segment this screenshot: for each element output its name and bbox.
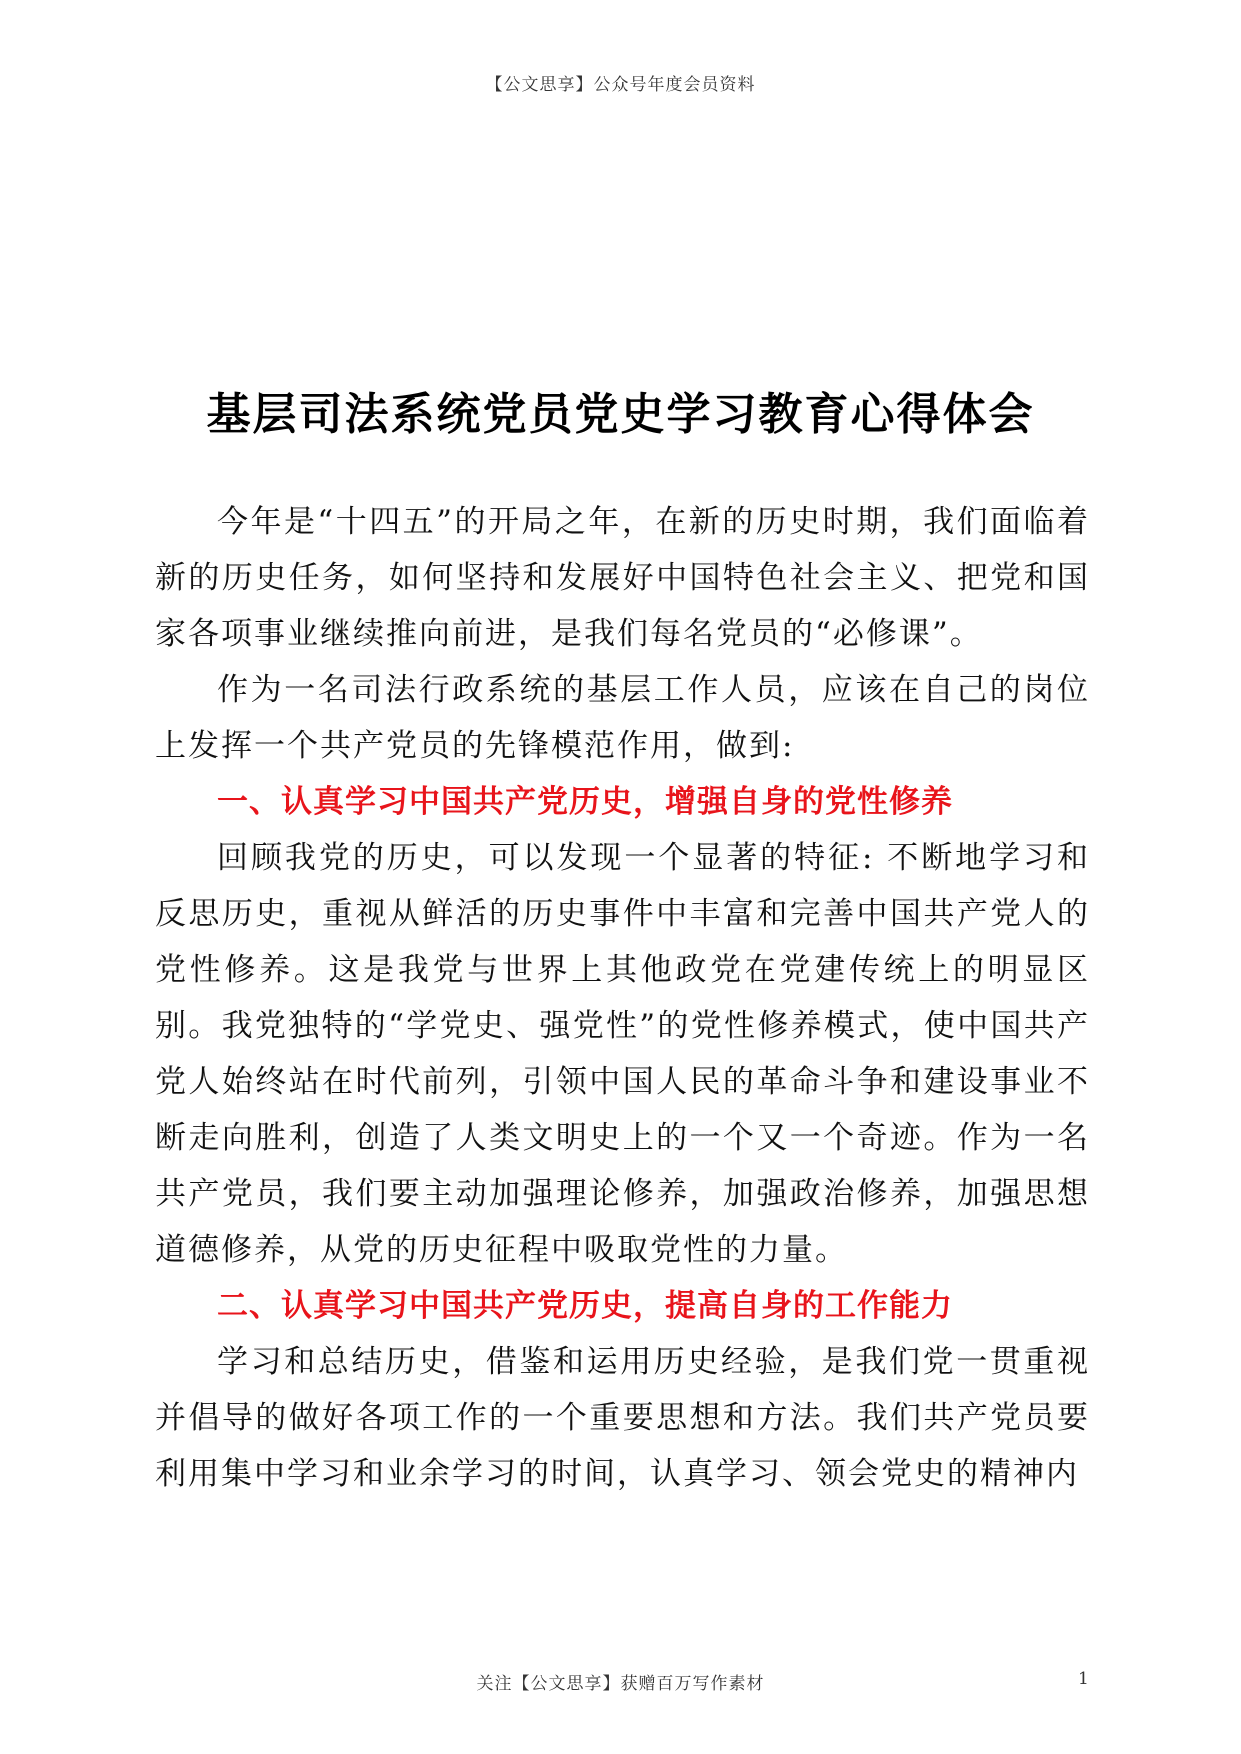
- document-title: 基层司法系统党员党史学习教育心得体会: [206, 389, 1035, 440]
- paragraph-role: 作为一名司法行政系统的基层工作人员，应该在自己的岗位上发挥一个共产党员的先锋模范作用，做到:: [155, 672, 1090, 764]
- section-paragraph-1: 回顾我党的历史，可以发现一个显著的特征: 不断地学习和反思历史，重视从鲜活的历史事件中丰富和完善中国共产党人的党性修养。这是我党与世界上其他政党在党建传统上的明显区别。我党独特的“学党史、强党性”的党性修养模式，使中国共产党人始终站在时代前列，引领中国人民的革命斗争和建设事业不断走向胜利，创造了人类文明史上的一个又一个奇迹。作为一名共产党员，我们要主动加强理论修养，加强政治修养，加强思想道德修养，从党的历史征程中吸取党性的力量。: [155, 840, 1090, 1268]
- page-header: 【公文思享】公众号年度会员资料: [485, 75, 756, 95]
- section-heading-1: 一、认真学习中国共产党历史，增强自身的党性修养: [217, 784, 953, 820]
- page-number: 1: [1078, 1669, 1089, 1689]
- document-body: [155, 494, 1090, 1502]
- paragraph-intro: 今年是“十四五”的开局之年，在新的历史时期，我们面临着新的历史任务，如何坚持和发展好中国特色社会主义、把党和国家各项事业继续推向前进，是我们每名党员的“必修课”。: [155, 504, 1090, 652]
- section-paragraph-2: 学习和总结历史，借鉴和运用历史经验，是我们党一贯重视并倡导的做好各项工作的一个重要思想和方法。我们共产党员要利用集中学习和业余学习的时间，认真学习、领会党史的精神内: [155, 1344, 1090, 1492]
- section-heading-2: 二、认真学习中国共产党历史，提高自身的工作能力: [217, 1288, 953, 1324]
- page-footer: 关注【公文思享】获赠百万写作素材: [476, 1674, 765, 1694]
